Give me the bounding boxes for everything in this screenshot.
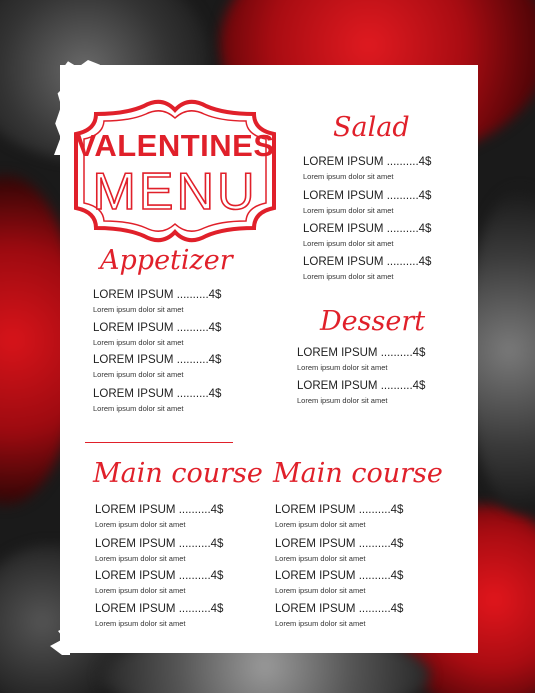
main-course-heading: Main course xyxy=(93,458,263,489)
list-item xyxy=(93,387,221,414)
item-name: LOREM IPSUM ..........4$ xyxy=(303,223,432,235)
item-name: LOREM IPSUM ..........4$ xyxy=(297,380,426,392)
item-name: LOREM IPSUM ..........4$ xyxy=(95,538,224,550)
list-item xyxy=(93,321,221,348)
item-name: LOREM IPSUM ..........4$ xyxy=(275,603,404,615)
item-desc: Lorem ipsum dolor sit amet xyxy=(95,554,186,563)
item-name: LOREM IPSUM ..........4$ xyxy=(303,256,432,268)
item-name: LOREM IPSUM ..........4$ xyxy=(303,156,432,168)
item-desc: Lorem ipsum dolor sit amet xyxy=(275,520,366,529)
list-item xyxy=(93,288,221,315)
list-item xyxy=(297,379,425,406)
item-desc: Lorem ipsum dolor sit amet xyxy=(303,206,394,215)
list-item xyxy=(95,503,223,530)
item-desc: Lorem ipsum dolor sit amet xyxy=(303,172,394,181)
item-name: LOREM IPSUM ..........4$ xyxy=(303,190,432,202)
appetizer-heading: Appetizer xyxy=(100,245,233,276)
list-item xyxy=(303,222,431,249)
item-desc: Lorem ipsum dolor sit amet xyxy=(275,586,366,595)
item-name: LOREM IPSUM ..........4$ xyxy=(275,504,404,516)
item-name: LOREM IPSUM ..........4$ xyxy=(93,388,222,400)
list-item xyxy=(297,346,425,373)
item-name: LOREM IPSUM ..........4$ xyxy=(93,354,222,366)
item-desc: Lorem ipsum dolor sit amet xyxy=(303,272,394,281)
list-item xyxy=(303,255,431,282)
item-desc: Lorem ipsum dolor sit amet xyxy=(275,554,366,563)
list-item xyxy=(303,189,431,216)
badge-title: VALENTINES xyxy=(75,128,275,163)
salad-heading: Salad xyxy=(333,112,410,143)
item-name: LOREM IPSUM ..........4$ xyxy=(95,504,224,516)
item-desc: Lorem ipsum dolor sit amet xyxy=(297,363,388,372)
list-item xyxy=(95,569,223,596)
item-desc: Lorem ipsum dolor sit amet xyxy=(93,338,184,347)
item-name: LOREM IPSUM ..........4$ xyxy=(297,347,426,359)
list-item xyxy=(275,503,403,530)
list-item xyxy=(275,537,403,564)
badge-subtitle: MENU xyxy=(92,163,258,221)
item-desc: Lorem ipsum dolor sit amet xyxy=(303,239,394,248)
list-item xyxy=(95,602,223,629)
item-desc: Lorem ipsum dolor sit amet xyxy=(95,586,186,595)
list-item xyxy=(275,602,403,629)
item-desc: Lorem ipsum dolor sit amet xyxy=(275,619,366,628)
item-desc: Lorem ipsum dolor sit amet xyxy=(95,619,186,628)
list-item xyxy=(275,569,403,596)
section-divider xyxy=(85,442,233,443)
dessert-heading: Dessert xyxy=(320,306,426,337)
list-item xyxy=(93,353,221,380)
item-name: LOREM IPSUM ..........4$ xyxy=(275,538,404,550)
item-name: LOREM IPSUM ..........4$ xyxy=(275,570,404,582)
item-desc: Lorem ipsum dolor sit amet xyxy=(93,370,184,379)
item-name: LOREM IPSUM ..........4$ xyxy=(95,570,224,582)
item-desc: Lorem ipsum dolor sit amet xyxy=(297,396,388,405)
list-item xyxy=(303,155,431,182)
item-name: LOREM IPSUM ..........4$ xyxy=(93,289,222,301)
main-course-heading: Main course xyxy=(273,458,443,489)
list-item xyxy=(95,537,223,564)
item-name: LOREM IPSUM ..........4$ xyxy=(95,603,224,615)
item-desc: Lorem ipsum dolor sit amet xyxy=(93,305,184,314)
item-desc: Lorem ipsum dolor sit amet xyxy=(93,404,184,413)
item-desc: Lorem ipsum dolor sit amet xyxy=(95,520,186,529)
item-name: LOREM IPSUM ..........4$ xyxy=(93,322,222,334)
